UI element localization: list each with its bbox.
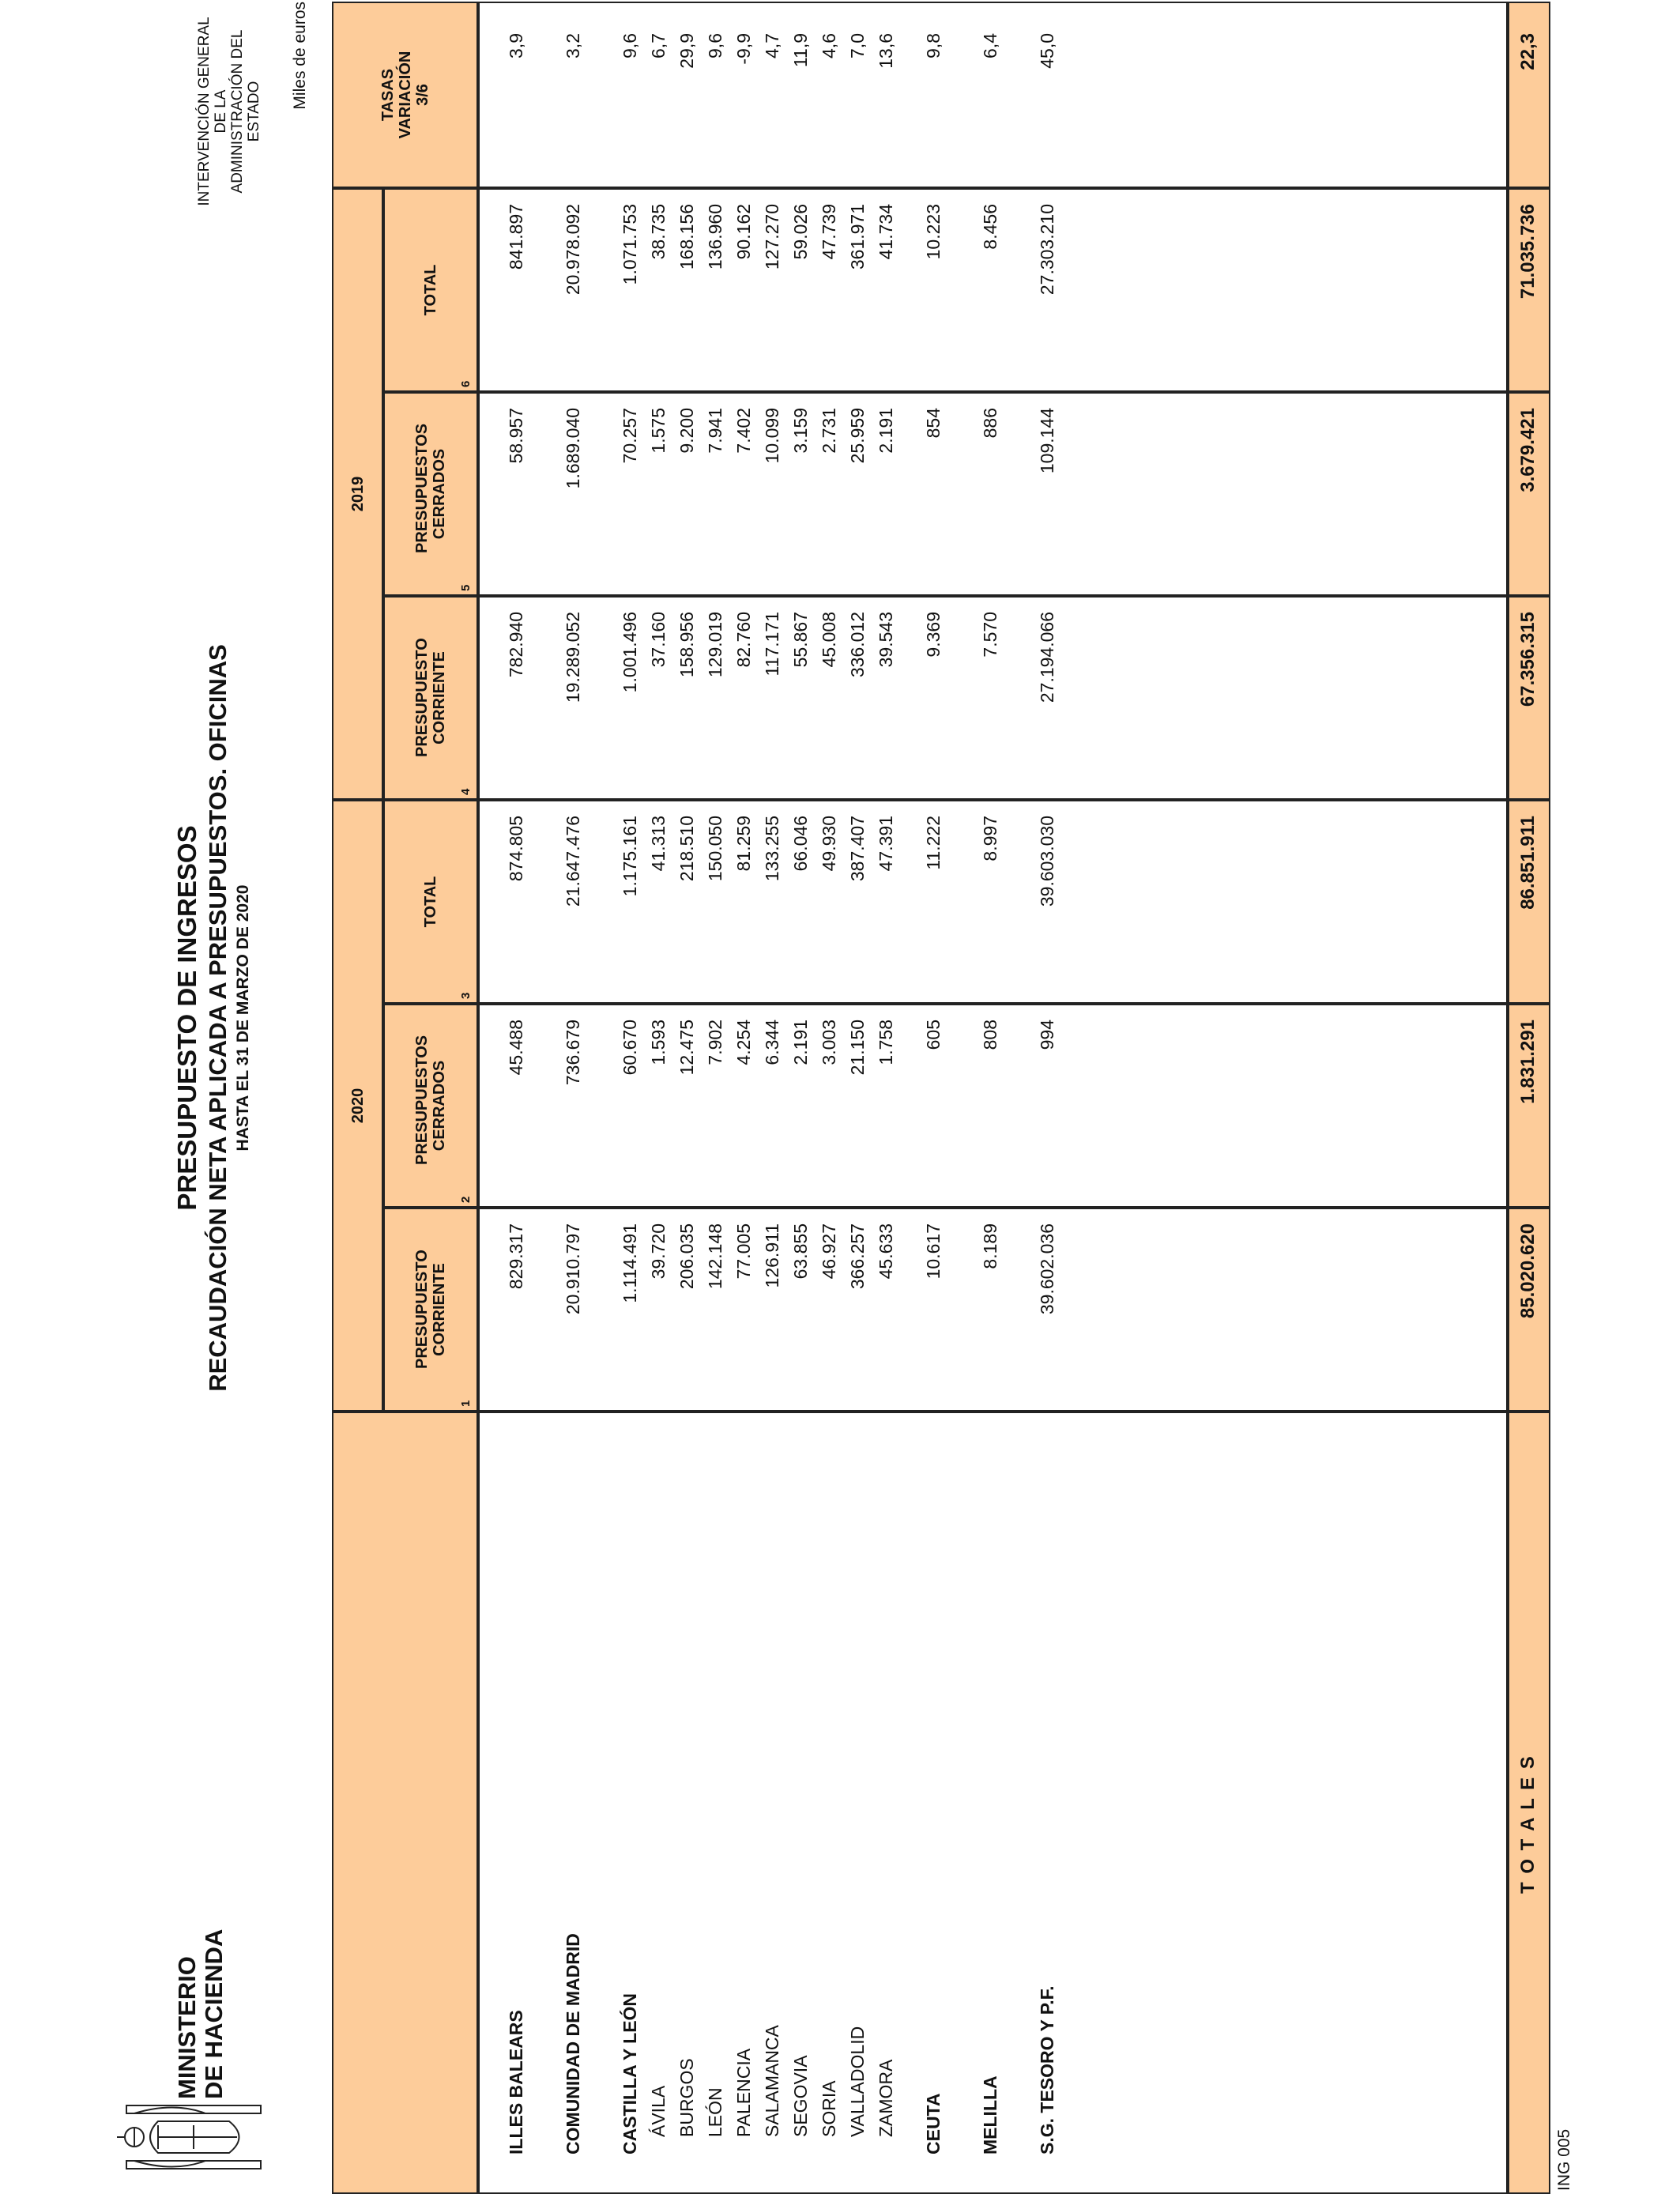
row-value: 38.735 — [648, 204, 669, 260]
row-value: 8.456 — [980, 204, 1000, 250]
row-value: 3,9 — [506, 33, 526, 58]
row-value: 129.019 — [705, 612, 725, 678]
row-value: 66.046 — [790, 816, 811, 872]
row-value: 886 — [980, 408, 1000, 439]
ministry-line-2: DE HACIENDA — [200, 1928, 228, 2099]
row-value: 20.978.092 — [563, 204, 583, 296]
form-code: ING 005 — [1555, 2128, 1573, 2191]
row-label: BURGOS — [676, 2058, 697, 2137]
row-value: -9,9 — [733, 33, 754, 65]
col-header-total-2019: TOTAL 6 — [383, 188, 478, 392]
row-value: 605 — [923, 1020, 944, 1050]
totals-value: 22,3 — [1517, 33, 1539, 70]
row-value: 829.317 — [506, 1223, 526, 1290]
agency-line-1: INTERVENCIÓN GENERAL DE LA — [196, 17, 229, 206]
totals-value: 1.831.291 — [1517, 1020, 1539, 1104]
row-value: 336.012 — [847, 612, 868, 678]
row-value: 136.960 — [705, 204, 725, 270]
row-value: 8.189 — [980, 1223, 1000, 1269]
row-value: 6.344 — [762, 1020, 782, 1065]
row-value: 8.997 — [980, 816, 1000, 861]
row-label: COMUNIDAD DE MADRID — [563, 1933, 583, 2154]
row-value: 63.855 — [790, 1223, 811, 1280]
row-value: 60.670 — [620, 1020, 640, 1076]
row-value: 9.369 — [923, 612, 944, 658]
row-value: 6,4 — [980, 33, 1000, 58]
row-value: 11.222 — [923, 816, 944, 870]
header-label-cell — [332, 1412, 478, 2194]
totals-label: T O T A L E S — [1517, 1755, 1539, 1894]
row-value: 45.633 — [876, 1223, 896, 1280]
row-value: 77.005 — [733, 1223, 754, 1280]
row-label: CEUTA — [923, 2093, 944, 2154]
row-value: 25.959 — [847, 408, 868, 464]
row-value: 41.313 — [648, 816, 669, 872]
row-value: 39.602.036 — [1037, 1223, 1057, 1315]
row-value: 45.488 — [506, 1020, 526, 1076]
row-label: CASTILLA Y LEÓN — [620, 1992, 640, 2154]
row-value: 109.144 — [1037, 408, 1057, 474]
row-value: 142.148 — [705, 1223, 725, 1290]
row-value: 12.475 — [676, 1020, 697, 1076]
row-label: ILLES BALEARS — [506, 2010, 526, 2154]
row-value: 21.150 — [847, 1020, 868, 1076]
row-value: 7,0 — [847, 33, 868, 58]
ministry-line-1: MINISTERIO — [173, 1956, 201, 2099]
row-value: 133.255 — [762, 816, 782, 882]
row-value: 126.911 — [762, 1223, 782, 1288]
report-subtitle: RECAUDACIÓN NETA APLICADA A PRESUPUESTOS. OFICINAS — [204, 644, 232, 1392]
row-value: 37.160 — [648, 612, 669, 668]
row-value: 10.099 — [762, 408, 782, 464]
row-value: 27.303.210 — [1037, 204, 1057, 296]
row-value: 58.957 — [506, 408, 526, 464]
row-value: 21.647.476 — [563, 816, 583, 907]
row-label: PALENCIA — [733, 2048, 754, 2137]
row-value: 47.739 — [819, 204, 839, 260]
row-label: MELILLA — [980, 2075, 1000, 2154]
row-value: 1.175.161 — [620, 816, 640, 897]
totals-value: 86.851.911 — [1517, 816, 1539, 910]
col-header-cerrados-2020: PRESUPUESTOS CERRADOS 2 — [383, 1004, 478, 1208]
report-date: HASTA EL 31 DE MARZO DE 2020 — [234, 884, 252, 1152]
row-value: 158.956 — [676, 612, 697, 678]
totals-value: 3.679.421 — [1517, 408, 1539, 492]
row-value: 841.897 — [506, 204, 526, 270]
row-value: 736.679 — [563, 1020, 583, 1086]
row-value: 46.927 — [819, 1223, 839, 1280]
col-header-corriente-2020: PRESUPUESTO CORRIENTE 1 — [383, 1208, 478, 1412]
row-value: 45,0 — [1037, 33, 1057, 69]
row-value: 1.114.491 — [620, 1223, 640, 1303]
row-value: 168.156 — [676, 204, 697, 270]
row-value: 19.289.052 — [563, 612, 583, 703]
row-value: 81.259 — [733, 816, 754, 872]
row-value: 127.270 — [762, 204, 782, 270]
row-value: 29,9 — [676, 33, 697, 69]
row-value: 218.510 — [676, 816, 697, 882]
row-value: 808 — [980, 1020, 1000, 1050]
row-value: 3.003 — [819, 1020, 839, 1065]
row-value: 1.593 — [648, 1020, 669, 1065]
col-header-cerrados-2019: PRESUPUESTOS CERRADOS 5 — [383, 392, 478, 596]
row-value: 3.159 — [790, 408, 811, 454]
row-value: 9,8 — [923, 33, 944, 58]
row-value: 2.191 — [790, 1020, 811, 1065]
col-header-corriente-2019: PRESUPUESTO CORRIENTE 4 — [383, 596, 478, 800]
row-value: 9,6 — [705, 33, 725, 58]
row-value: 10.617 — [923, 1223, 944, 1280]
row-value: 7.570 — [980, 612, 1000, 658]
row-value: 994 — [1037, 1020, 1057, 1050]
row-label: LEÓN — [705, 2087, 725, 2137]
row-label: SORIA — [819, 2080, 839, 2137]
row-value: 55.867 — [790, 612, 811, 668]
row-label: VALLADOLID — [847, 2026, 868, 2137]
row-value: 782.940 — [506, 612, 526, 678]
row-value: 90.162 — [733, 204, 754, 260]
row-value: 1.001.496 — [620, 612, 640, 693]
row-value: 27.194.066 — [1037, 612, 1057, 703]
row-value: 41.734 — [876, 204, 896, 260]
row-label: S.G. TESORO Y P.F. — [1037, 1985, 1057, 2154]
row-value: 7.941 — [705, 408, 725, 454]
col-header-total-2020: TOTAL 3 — [383, 800, 478, 1004]
row-value: 49.930 — [819, 816, 839, 872]
row-value: 117.171 — [762, 612, 782, 677]
totals-value: 71.035.736 — [1517, 204, 1539, 300]
group-header-2020: 2020 — [332, 800, 383, 1412]
row-value: 2.191 — [876, 408, 896, 454]
row-value: 9.200 — [676, 408, 697, 454]
row-value: 150.050 — [705, 816, 725, 882]
row-value: 39.603.030 — [1037, 816, 1057, 907]
row-value: 1.071.753 — [620, 204, 640, 285]
row-value: 1.575 — [648, 408, 669, 454]
report-title: PRESUPUESTO DE INGRESOS — [172, 825, 202, 1211]
row-value: 39.720 — [648, 1223, 669, 1280]
row-value: 3,2 — [563, 33, 583, 58]
row-label: ÁVILA — [648, 2085, 669, 2137]
row-label: SALAMANCA — [762, 2025, 782, 2137]
row-value: 1.758 — [876, 1020, 896, 1065]
row-value: 361.971 — [847, 204, 868, 270]
group-header-2019: 2019 — [332, 188, 383, 800]
row-value: 10.223 — [923, 204, 944, 260]
units-label: Miles de euros — [291, 2, 309, 110]
row-label: SEGOVIA — [790, 2055, 811, 2137]
row-value: 387.407 — [847, 816, 868, 882]
row-value: 70.257 — [620, 408, 640, 464]
row-value: 2.731 — [819, 408, 839, 454]
row-value: 1.689.040 — [563, 408, 583, 489]
row-value: 874.805 — [506, 816, 526, 882]
coat-of-arms-logo — [111, 2098, 277, 2177]
col-header-tasas: TASAS VARIACIÓN 3/6 — [332, 2, 478, 188]
row-label: ZAMORA — [876, 2059, 896, 2137]
row-value: 20.910.797 — [563, 1223, 583, 1315]
row-value: 13,6 — [876, 33, 896, 69]
row-value: 206.035 — [676, 1223, 697, 1290]
agency-line-2: ADMINISTRACIÓN DEL ESTADO — [229, 29, 262, 194]
row-value: 4.254 — [733, 1020, 754, 1065]
row-value: 9,6 — [620, 33, 640, 58]
row-value: 6,7 — [648, 33, 669, 58]
row-value: 4,7 — [762, 33, 782, 58]
row-value: 82.760 — [733, 612, 754, 668]
totals-value: 67.356.315 — [1517, 612, 1539, 707]
row-value: 39.543 — [876, 612, 896, 668]
row-value: 11,9 — [790, 33, 811, 68]
totals-value: 85.020.620 — [1517, 1223, 1539, 1319]
row-value: 854 — [923, 408, 944, 439]
row-value: 4,6 — [819, 33, 839, 58]
row-value: 366.257 — [847, 1223, 868, 1290]
row-value: 59.026 — [790, 204, 811, 260]
row-value: 7.402 — [733, 408, 754, 454]
row-value: 47.391 — [876, 816, 896, 872]
row-value: 7.902 — [705, 1020, 725, 1065]
row-value: 45.008 — [819, 612, 839, 668]
